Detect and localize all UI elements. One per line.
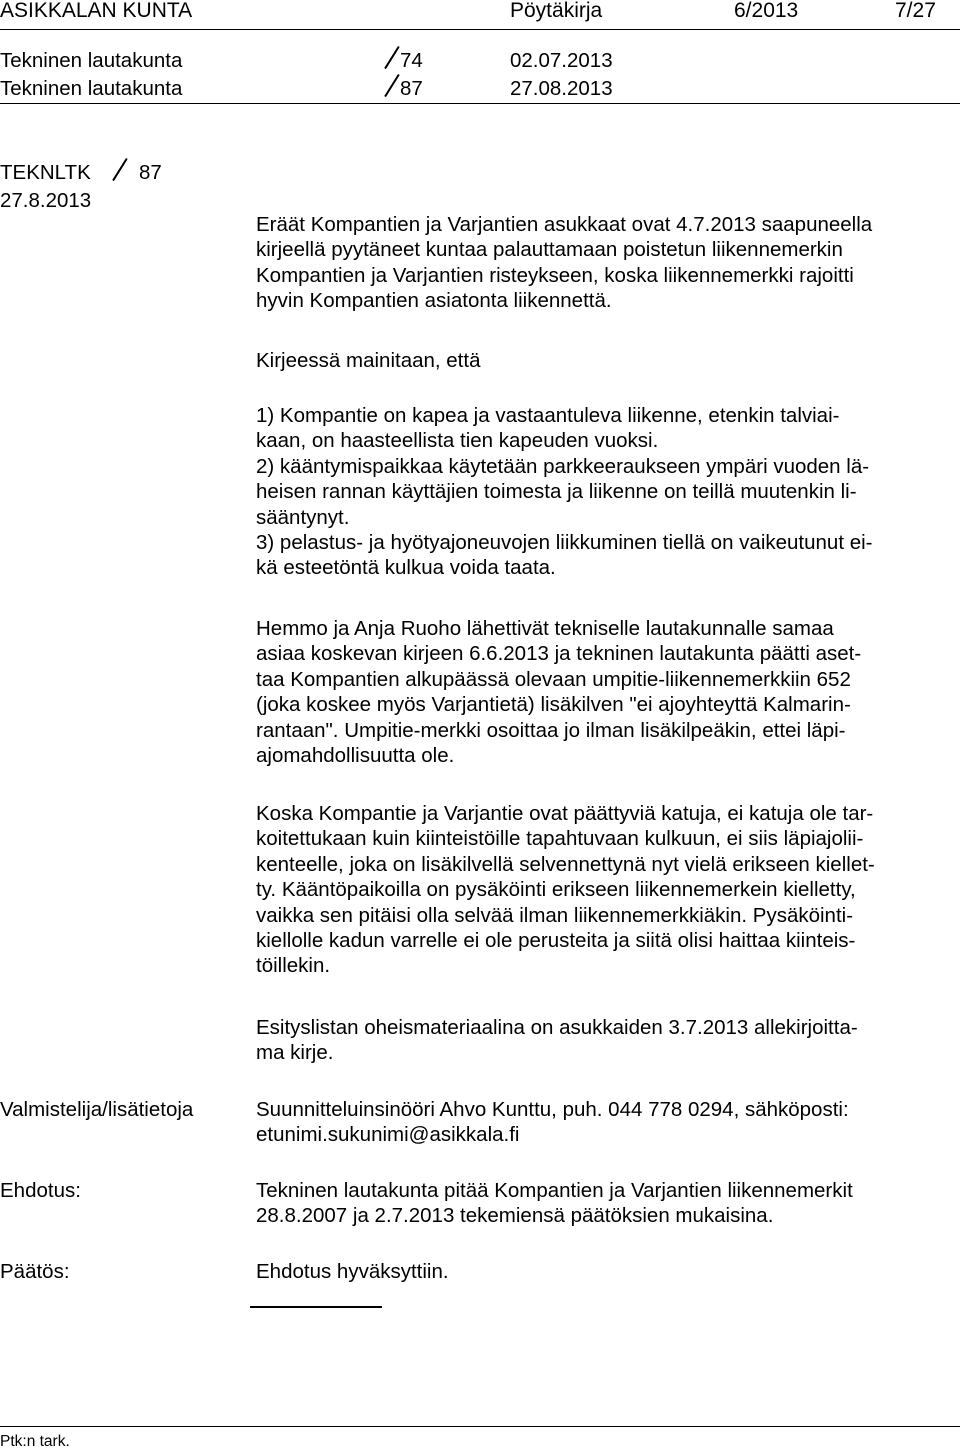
text-line: (joka koskee myös Varjantietä) lisäkilven "ei ajoyhteyttä Kalmarin- bbox=[256, 693, 851, 717]
text-line: kaan, on haasteellista tien kapeuden vuoksi. bbox=[256, 429, 659, 453]
paragraph-attachment bbox=[256, 1015, 858, 1066]
reference-section-2: 87 bbox=[400, 77, 423, 100]
text-line: kirjeellä pyytäneet kuntaa palauttamaan poistetun liikennemerkin bbox=[256, 238, 843, 262]
text-line: Kompantien ja Varjantien risteykseen, koska liikennemerkki rajoitti bbox=[256, 263, 854, 287]
text-line: töillekin. bbox=[256, 954, 331, 978]
text-line: 3) pelastus- ja hyötyajoneuvojen liikkuminen tiellä on vaikeutunut ei- bbox=[256, 531, 873, 555]
decision-value bbox=[256, 1259, 449, 1284]
reference-mark-2 bbox=[384, 74, 399, 97]
text-line: kenteelle, joka on lisäkilvellä selvennettynä nyt vielä erikseen kiellet- bbox=[256, 852, 875, 876]
text-line: taa Kompantien alkupäässä olevaan umpitie-liikennemerkkiin 652 bbox=[256, 667, 851, 691]
email-link[interactable]: etunimi.sukunimi@asikkala.fi bbox=[256, 1123, 520, 1147]
text-line: vaikka sen pitäisi olla selvää ilman liikennemerkkiäkin. Pysäköinti- bbox=[256, 903, 854, 927]
text-line: ajomahdollisuutta ole. bbox=[256, 744, 455, 768]
references-divider bbox=[0, 103, 960, 104]
text-line: ty. Kääntöpaikoilla on pysäköinti erikseen liikennemerkein kielletty, bbox=[256, 878, 856, 902]
reference-committee-1: Tekninen lautakunta bbox=[0, 49, 183, 72]
text-line: Tekninen lautakunta pitää Kompantien ja Varjantien liikennemerkit bbox=[256, 1179, 853, 1202]
footer-divider bbox=[0, 1426, 960, 1427]
page-number: 7/27 bbox=[895, 0, 936, 22]
text-line: asiaa koskevan kirjeen 6.6.2013 ja tekninen lautakunta päätti aset- bbox=[256, 642, 862, 666]
reference-section-1: 74 bbox=[400, 49, 423, 72]
document-number: 6/2013 bbox=[734, 0, 799, 22]
preparer-value bbox=[256, 1097, 849, 1148]
text-line: 2) kääntymispaikkaa käytetään parkkeeraukseen ympäri vuoden lä- bbox=[256, 454, 870, 478]
text-line: kiellolle kadun varrelle ei ole perusteita ja siitä olisi haittaa kiinteis- bbox=[256, 929, 856, 953]
text-line: Hemmo ja Anja Ruoho lähettivät tekniselle lautakunnalle samaa bbox=[256, 617, 834, 640]
section-number: 87 bbox=[139, 161, 162, 184]
section-date: 27.8.2013 bbox=[0, 189, 92, 212]
proposal-label: Ehdotus: bbox=[0, 1179, 81, 1202]
text-line: ma kirje. bbox=[256, 1041, 334, 1065]
paragraph-request bbox=[256, 212, 872, 314]
text-line: heisen rannan käyttäjien toimesta ja liikenne on teillä muutenkin li- bbox=[256, 480, 857, 504]
text-line: kä esteetöntä kulkua voida taata. bbox=[256, 556, 556, 580]
reference-date-2: 27.08.2013 bbox=[510, 77, 613, 100]
municipality-name: ASIKKALAN KUNTA bbox=[0, 0, 193, 22]
decision-label: Päätös: bbox=[0, 1260, 70, 1283]
reference-mark-1 bbox=[384, 46, 399, 69]
text-line: Esityslistan oheismateriaalina on asukkaiden 3.7.2013 allekirjoitta- bbox=[256, 1016, 858, 1039]
paragraph-justification bbox=[256, 801, 875, 979]
proposal-value bbox=[256, 1178, 853, 1229]
text-line: Suunnitteluinsinööri Ahvo Kunttu, puh. 044 778 0294, sähköposti: bbox=[256, 1098, 849, 1121]
text-line: koitettukaan kuin kiinteistöille tapahtuvaan kulkuun, ei siis läpiajolii- bbox=[256, 827, 864, 851]
paragraph-letter-points bbox=[256, 403, 873, 581]
reference-date-1: 02.07.2013 bbox=[510, 49, 613, 72]
text-line: Ehdotus hyväksyttiin. bbox=[256, 1260, 449, 1283]
section-mark bbox=[112, 158, 127, 181]
header-divider bbox=[0, 29, 960, 30]
text-line: hyvin Kompantien asiatonta liikennettä. bbox=[256, 289, 612, 313]
document-type: Pöytäkirja bbox=[510, 0, 603, 22]
text-line: rantaan". Umpitie-merkki osoittaa jo ilman lisäkilpeäkin, ettei läpi- bbox=[256, 718, 846, 742]
paragraph-previous-decision bbox=[256, 616, 861, 768]
text-line: Eräät Kompantien ja Varjantien asukkaat ovat 4.7.2013 saapuneella bbox=[256, 213, 873, 236]
text-line: sääntynyt. bbox=[256, 505, 350, 529]
text-line: 28.8.2007 ja 2.7.2013 tekemiensä päätöksien mukaisina. bbox=[256, 1204, 774, 1228]
preparer-label: Valmistelija/lisätietoja bbox=[0, 1098, 194, 1121]
section-label: TEKNLTK bbox=[0, 161, 91, 184]
text-line: Koska Kompantie ja Varjantie ovat päättyviä katuja, ei katuja ole tar- bbox=[256, 802, 874, 825]
reference-committee-2: Tekninen lautakunta bbox=[0, 77, 183, 100]
minutes-checker-note: Ptk:n tark. bbox=[0, 1433, 70, 1450]
text-line: Kirjeessä mainitaan, että bbox=[256, 349, 481, 372]
paragraph-letter-intro bbox=[256, 348, 480, 373]
text-line: 1) Kompantie on kapea ja vastaantuleva liikenne, etenkin talviai- bbox=[256, 404, 840, 427]
signature-line bbox=[250, 1306, 382, 1308]
